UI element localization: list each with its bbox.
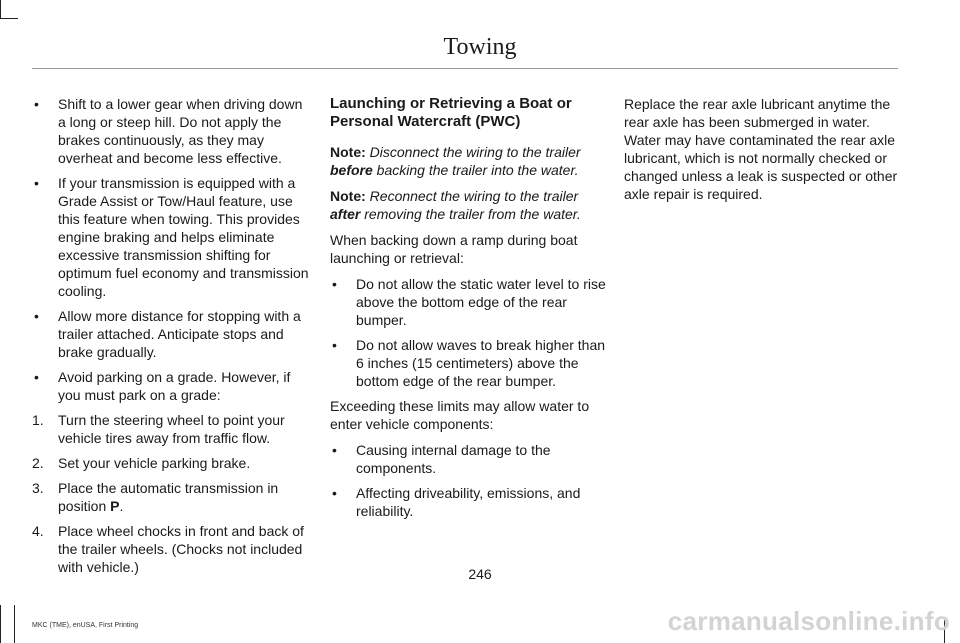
crop-mark xyxy=(0,18,18,19)
note-paragraph xyxy=(330,187,608,223)
page-title: Towing xyxy=(443,34,517,60)
note-paragraph xyxy=(330,143,608,179)
column-3 xyxy=(624,95,898,211)
note-text-part: backing the trailer into the water. xyxy=(372,162,579,178)
body-paragraph: When backing down a ramp during boat launching or retrieval: xyxy=(330,232,578,266)
column-2 xyxy=(330,95,608,527)
bullet-marker: • xyxy=(332,442,337,458)
bullet-marker: • xyxy=(332,337,337,353)
bullet-marker: • xyxy=(332,485,337,501)
list-item-text: Do not allow the static water level to rise above the bottom edge of the rear bumper. xyxy=(356,276,606,328)
bullet-marker: • xyxy=(34,96,39,112)
watermark-logo: carmanualsonline.info xyxy=(667,606,950,636)
step-number: 4. xyxy=(32,523,44,539)
bullet-marker: • xyxy=(34,308,39,324)
body-paragraph: Exceeding these limits may allow water to enter vehicle components: xyxy=(330,398,590,432)
ramp-limits-list xyxy=(330,275,608,390)
list-item xyxy=(32,454,310,472)
list-item xyxy=(330,275,608,329)
towing-tips-list xyxy=(32,95,310,404)
footer-print-info: MKC (TME), enUSA, First Printing xyxy=(32,622,139,629)
list-item-text: Avoid parking on a grade. However, if you must park on a grade: xyxy=(58,369,291,403)
note-label: Note: xyxy=(330,144,366,160)
header-divider xyxy=(32,68,898,69)
list-item-text: Turn the steering wheel to point your vehicle tires away from traffic flow. xyxy=(58,412,285,446)
crop-mark xyxy=(14,605,15,643)
list-item xyxy=(32,479,310,515)
list-item-text: Set your vehicle parking brake. xyxy=(58,455,251,471)
gear-position: P xyxy=(110,498,120,514)
note-text-part: Disconnect the wiring to the trailer xyxy=(365,144,581,160)
list-item xyxy=(32,307,310,361)
note-label: Note: xyxy=(330,188,366,204)
list-item-text: Do not allow waves to break higher than 6 inches (15 centimeters) above the bottom edge of the rear bumper. xyxy=(356,337,606,389)
list-item xyxy=(32,174,310,300)
note-text xyxy=(330,188,581,222)
list-item-text: Place the automatic transmission in position xyxy=(58,480,279,514)
step-number: 1. xyxy=(32,412,44,428)
list-item xyxy=(330,441,608,477)
note-emphasis: after xyxy=(330,206,361,222)
list-item-text: . xyxy=(119,498,124,514)
note-text xyxy=(330,144,581,178)
column-1 xyxy=(32,95,310,583)
step-number: 3. xyxy=(32,480,44,496)
list-item xyxy=(32,368,310,404)
list-item xyxy=(32,95,310,167)
bullet-marker: • xyxy=(34,175,39,191)
page-number: 246 xyxy=(468,566,492,582)
crop-mark xyxy=(0,605,1,643)
water-effects-list xyxy=(330,441,608,520)
list-item-text: If your transmission is equipped with a Grade Assist or Tow/Haul feature, use this feature when towing. This provides engine braking and helps eliminate excessive transmission shifting for optimum fuel economy and transmission cooling. xyxy=(58,175,309,299)
crop-mark xyxy=(0,0,1,18)
parking-steps-list xyxy=(32,411,310,576)
list-item-text: Allow more distance for stopping with a trailer attached. Anticipate stops and brake gradually. xyxy=(58,308,301,360)
list-item-text: Causing internal damage to the components. xyxy=(356,442,551,476)
note-text-part: Reconnect the wiring to the trailer xyxy=(365,188,579,204)
bullet-marker: • xyxy=(34,369,39,385)
note-emphasis: before xyxy=(330,162,373,178)
list-item-text: Shift to a lower gear when driving down a long or steep hill. Do not apply the brakes continuously, as they may overheat and become less effective. xyxy=(58,96,303,166)
list-item-text: Affecting driveability, emissions, and reliability. xyxy=(356,485,581,519)
section-heading: Launching or Retrieving a Boat or Personal Watercraft (PWC) xyxy=(330,95,572,130)
note-text-part: removing the trailer from the water. xyxy=(360,206,581,222)
bullet-marker: • xyxy=(332,276,337,292)
list-item xyxy=(330,336,608,390)
list-item-text: Place wheel chocks in front and back of the trailer wheels. (Chocks not included with vehicle.) xyxy=(58,523,304,575)
body-paragraph: Replace the rear axle lubricant anytime the rear axle has been submerged in water. Water may have contaminated the rear axle lubricant, which is not normally checked or changed unless a leak is suspected or other axle repair is required. xyxy=(624,96,898,202)
list-item xyxy=(330,484,608,520)
step-number: 2. xyxy=(32,455,44,471)
list-item xyxy=(32,411,310,447)
